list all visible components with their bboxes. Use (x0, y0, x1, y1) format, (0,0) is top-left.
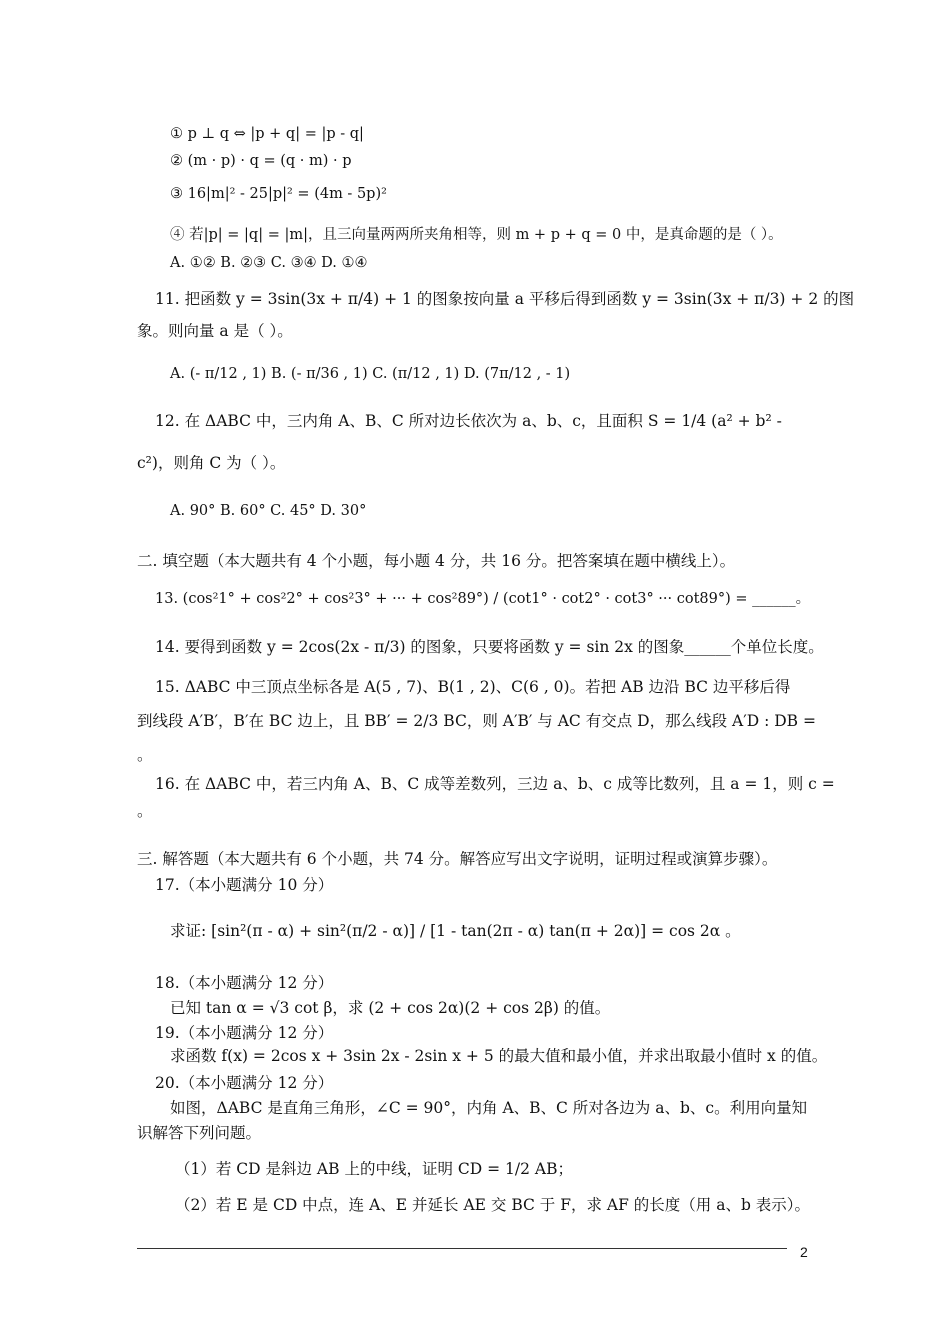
line-16: 到线段 A′B′，B′在 BC 边上，且 BB′ = 2/3 BC，则 A′B′ 与 AC 有交点 D，那么线段 A′D : DB = (137, 712, 816, 730)
line-22: 求证: [sin²(π - α) + sin²(π/2 - α)] / [1 - tan(2π - α) tan(π + 2α)] = cos 2α 。 (170, 922, 741, 940)
page-number: 2 (800, 1244, 808, 1260)
line-26: 求函数 f(x) = 2cos x + 3sin 2x - 2sin x + 5 的最大值和最小值，并求出取最小值时 x 的值。 (170, 1047, 828, 1065)
line-31: （2）若 E 是 CD 中点，连 A、E 并延长 AE 交 BC 于 F，求 AF 的长度（用 a、b 表示）。 (175, 1196, 811, 1214)
line-01: ① p ⊥ q ⇔ |p + q| = |p - q| (170, 126, 364, 142)
line-18: 16. 在 ΔABC 中，若三内角 A、B、C 成等差数列，三边 a、b、c 成等比数列，且 a = 1，则 c = (155, 775, 835, 793)
footer-rule (137, 1248, 787, 1249)
line-12: 二. 填空题（本大题共有 4 个小题，每小题 4 分，共 16 分。把答案填在题中横线上）。 (137, 552, 736, 570)
line-20: 三. 解答题（本大题共有 6 个小题，共 74 分。解答应写出文字说明，证明过程或演算步骤）。 (137, 850, 778, 868)
line-06: 11. 把函数 y = 3sin(3x + π/4) + 1 的图象按向量 a 平移后得到函数 y = 3sin(3x + π/3) + 2 的图 (155, 290, 855, 308)
line-17: 。 (137, 746, 153, 764)
line-15: 15. ΔABC 中三顶点坐标各是 A(5 , 7)、B(1 , 2)、C(6 , 0)。若把 AB 边沿 BC 边平移后得 (155, 678, 791, 696)
line-14: 14. 要得到函数 y = 2cos(2x - π/3) 的图象，只要将函数 y = sin 2x 的图象______个单位长度。 (155, 638, 824, 656)
line-13: 13. (cos²1° + cos²2° + cos²3° + ··· + cos²89°) / (cot1° · cot2° · cot3° ··· cot89°) = ______。 (155, 591, 811, 607)
line-08: A. (- π/12 , 1) B. (- π/36 , 1) C. (π/12 , 1) D. (7π/12 , - 1) (170, 366, 571, 382)
line-10: c²)，则角 C 为（ ）。 (137, 454, 286, 472)
line-09: 12. 在 ΔABC 中，三内角 A、B、C 所对边长依次为 a、b、c，且面积 S = 1/4 (a² + b² - (155, 412, 782, 430)
line-29: 识解答下列问题。 (137, 1124, 262, 1142)
line-21: 17.（本小题满分 10 分） (155, 876, 334, 894)
line-11: A. 90° B. 60° C. 45° D. 30° (170, 503, 367, 519)
line-03: ③ 16|m|² - 25|p|² = (4m - 5p)² (170, 186, 387, 202)
line-28: 如图，ΔABC 是直角三角形，∠C = 90°，内角 A、B、C 所对各边为 a、b、c。利用向量知 (170, 1099, 808, 1117)
line-24: 已知 tan α = √3 cot β，求 (2 + cos 2α)(2 + cos 2β) 的值。 (170, 999, 611, 1017)
line-05: A. ①② B. ②③ C. ③④ D. ①④ (170, 255, 368, 271)
line-04: ④ 若|p| = |q| = |m|，且三向量两两所夹角相等，则 m + p + q = 0 中，是真命题的是（ ）。 (170, 227, 783, 243)
line-23: 18.（本小题满分 12 分） (155, 974, 334, 992)
line-02: ② (m · p) · q = (q · m) · p (170, 153, 352, 169)
line-27: 20.（本小题满分 12 分） (155, 1074, 334, 1092)
line-25: 19.（本小题满分 12 分） (155, 1024, 334, 1042)
line-07: 象。则向量 a 是（ ）。 (137, 322, 293, 340)
line-19: 。 (137, 802, 153, 820)
line-30: （1）若 CD 是斜边 AB 上的中线，证明 CD = 1/2 AB； (175, 1160, 573, 1178)
